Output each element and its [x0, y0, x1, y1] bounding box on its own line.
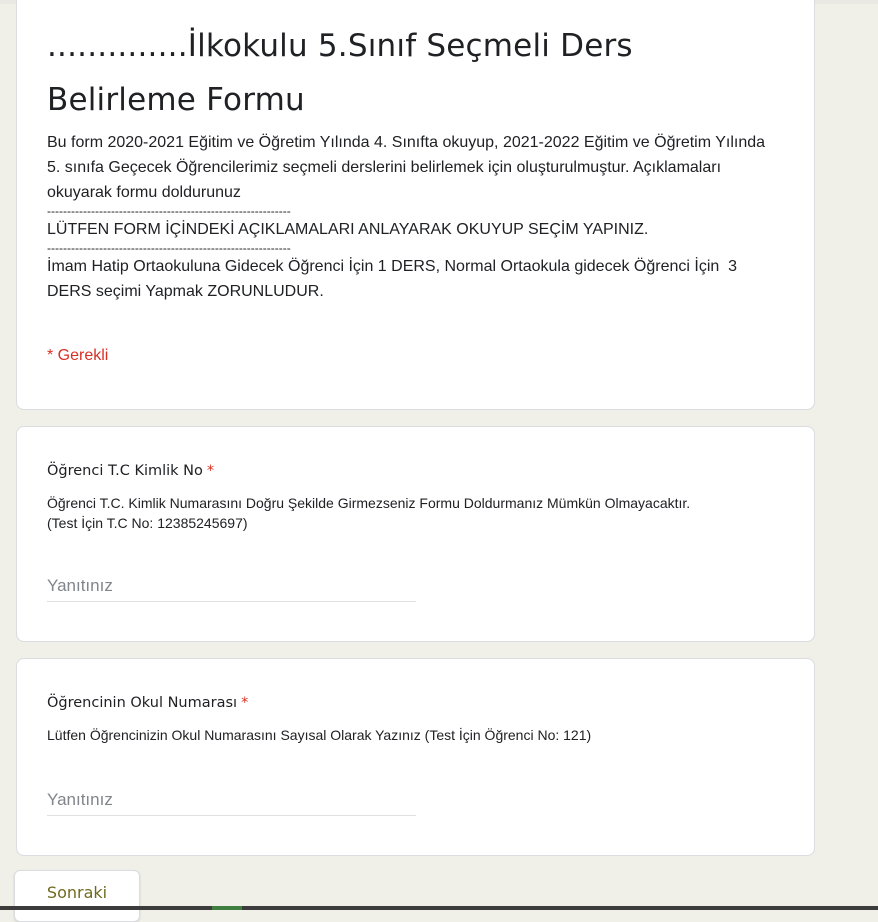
form-header-card: [16, 0, 815, 410]
required-note: * Gerekli: [47, 347, 109, 364]
question-title-text: Öğrenci T.C Kimlik No: [47, 463, 203, 479]
question-card-tc-no: [16, 426, 815, 642]
description-warning: LÜTFEN FORM İÇİNDEKİ AÇIKLAMALARI ANLAYARAK OKUYUP SEÇİM YAPINIZ.: [47, 221, 649, 238]
bottom-bar: [0, 906, 878, 910]
question-title: [47, 695, 248, 711]
question-help: [47, 493, 787, 533]
description-separator: -------------------------------------------------------------: [47, 205, 291, 217]
bottom-bar-segment: [212, 906, 242, 910]
next-button[interactable]: Sonraki: [14, 870, 140, 922]
question-help-line: Öğrenci T.C. Kimlik Numarasını Doğru Şekilde Girmezseniz Formu Doldurmanız Mümkün Olmayacaktır.: [47, 495, 691, 511]
school-no-input[interactable]: [47, 785, 416, 816]
description-rule: İmam Hatip Ortaokuluna Gidecek Öğrenci İçin 1 DERS, Normal Ortaokula gidecek Öğrenci İçin 3 DERS seçimi Yapmak ZORUNLUDUR.: [47, 258, 742, 300]
required-asterisk: *: [241, 695, 249, 711]
question-help-line: Lütfen Öğrencinizin Okul Numarasını Sayısal Olarak Yazınız (Test İçin Öğrenci No: 121): [47, 727, 592, 743]
question-help: [47, 725, 787, 745]
description-separator: -------------------------------------------------------------: [47, 242, 291, 254]
question-title: [47, 463, 214, 479]
question-title-text: Öğrencinin Okul Numarası: [47, 695, 238, 711]
question-card-school-no: [16, 658, 815, 856]
description-intro: Bu form 2020-2021 Eğitim ve Öğretim Yılında 4. Sınıfta okuyup, 2021-2022 Eğitim ve Öğretim Yılında 5. sınıfa Geçecek Öğrencilerimiz seçmeli derslerini belirlemek için oluşturulmuştur. Açıklamaları okuyarak formu doldurunuz: [47, 134, 770, 201]
required-asterisk: *: [206, 463, 215, 479]
form-title: ..............İlkokulu 5.Sınıf Seçmeli Ders Belirleme Formu: [47, 28, 633, 118]
form-description: [47, 130, 770, 304]
tc-no-input[interactable]: [47, 571, 416, 602]
question-help-line: (Test İçin T.C No: 12385245697): [47, 515, 248, 531]
